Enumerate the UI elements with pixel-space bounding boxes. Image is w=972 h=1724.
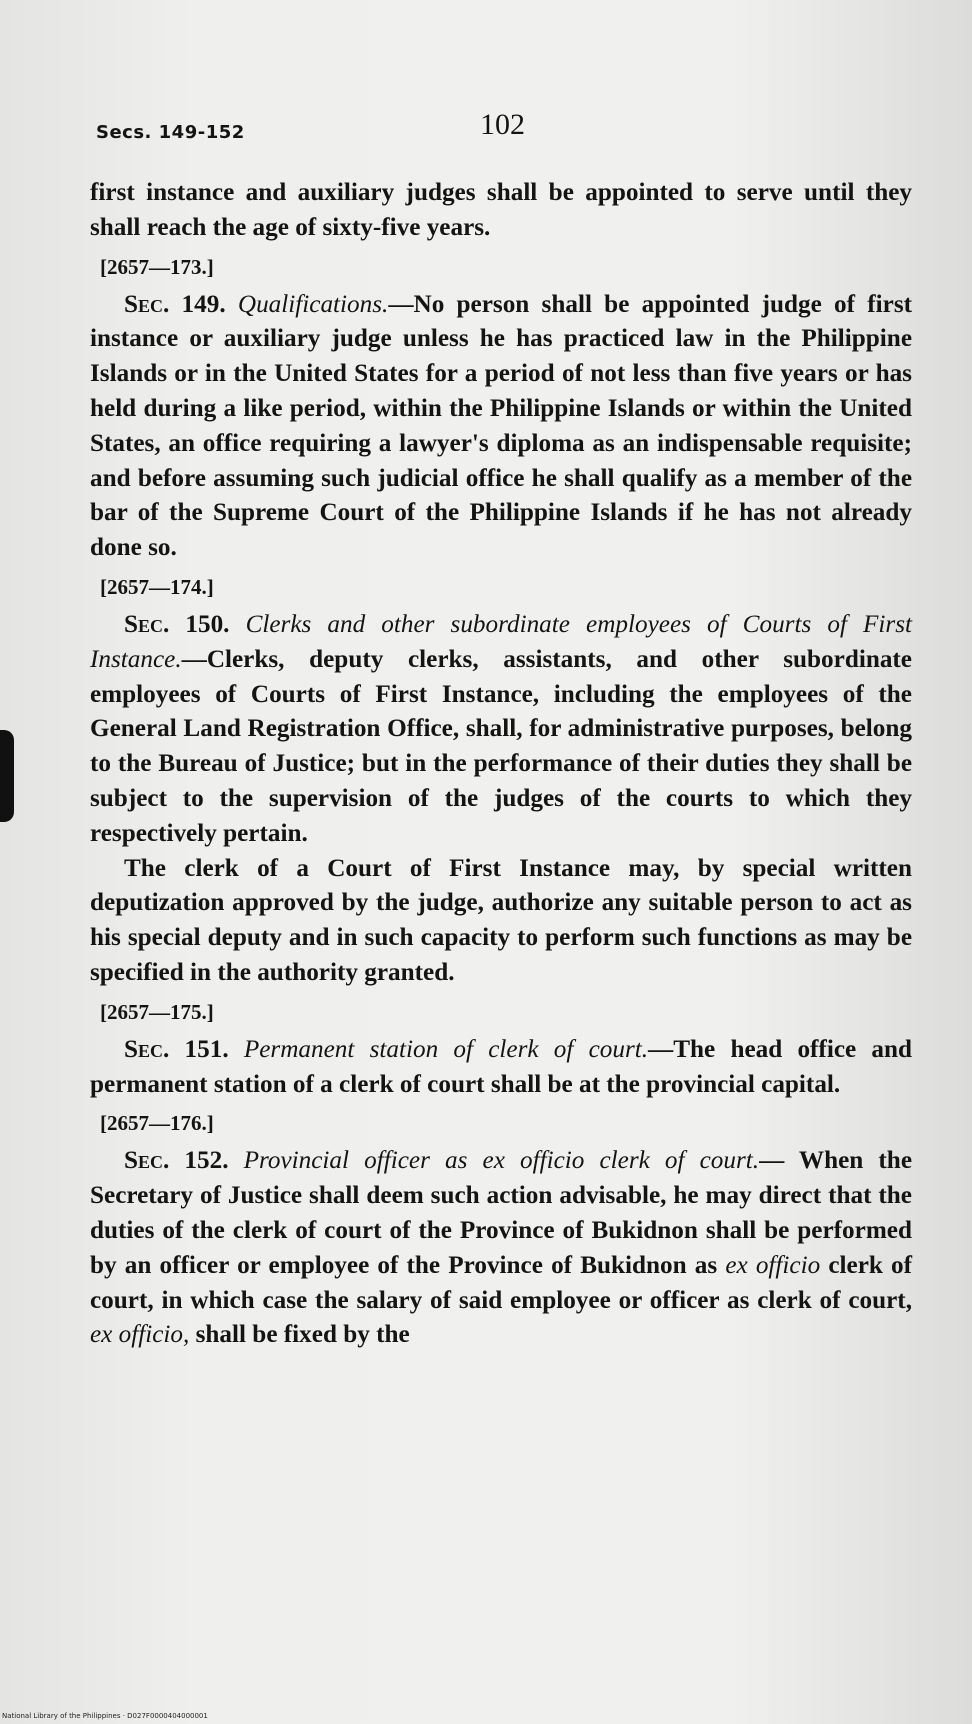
citation-note: [2657—173.] [100, 254, 214, 279]
section-label: Sec. 150. [124, 610, 230, 638]
citation-note: [2657—174.] [100, 574, 214, 599]
section-title: Clerks and other subordinate employees of Courts of First Instance. [90, 610, 913, 673]
section-text: clerk of court, in which case the salary of said employee or officer as clerk of court, [90, 1251, 913, 1314]
section-title: Provincial officer as ex officio clerk of court. [243, 1147, 760, 1175]
section-text: —No person shall be appointed judge of first instance or auxiliary judge unless he has practiced law in the Philippine Islands or in the United States for a period of not less than five years or has held during a like period, within the Philippine Islands or within the United States, an office requiring a lawyer's diploma as an indispensable requisite; and before assuming such judicial office he shall qualify as a member of the bar of the Supreme Court of the Philippine Islands if he has not already done so. [90, 290, 913, 562]
section-text: —The head office and permanent station of a clerk of court shall be at the provincial capital. [90, 1035, 913, 1098]
section-title: Permanent station of clerk of court. [243, 1035, 649, 1063]
page-header [96, 108, 916, 148]
latin-phrase: ex officio [725, 1251, 821, 1279]
section-149 [90, 288, 912, 566]
section-150 [90, 608, 912, 852]
citation-note: [2657—176.] [100, 1111, 214, 1136]
section-text: — When the Secretary of Justice shall deem such action advisable, he may direct that the duties of the clerk of court of the Province of Bukidnon shall be performed by an officer or employee of the Province of Bukidnon as [90, 1147, 912, 1279]
running-head: Secs. 149-152 [96, 122, 245, 143]
section-label: Sec. 151. [124, 1035, 229, 1063]
section-150-paragraph-2: The clerk of a Court of First Instance may, by special written deputization approved by the judge, authorize any suitable person to act as his special deputy and in such capacity to perform such functions as may be specified in the authority granted. [90, 854, 912, 986]
section-label: Sec. 149. [124, 290, 226, 318]
body-text [90, 176, 912, 1353]
continued-paragraph: first instance and auxiliary judges shall be appointed to serve until they shall reach the age of sixty-five years. [90, 179, 912, 241]
section-text: —Clerks, deputy clerks, assistants, and other subordinate employees of Courts of First Instance, including the employees of the General Land Registration Office, shall, for administrative purposes, belong to the Bureau of Justice; but in the performance of their duties they shall be subject to the supervision of the judges of the courts to which they respectively pertain. [90, 645, 912, 847]
section-151 [90, 1033, 912, 1103]
section-title: Qualifications. [237, 290, 389, 318]
binding-shadow [0, 730, 14, 822]
section-152 [90, 1144, 912, 1353]
citation-note: [2657—175.] [100, 999, 214, 1024]
latin-phrase: ex officio, [90, 1321, 190, 1349]
scan-credit: National Library of the Philippines · D027F0000404000001 [2, 1712, 208, 1720]
section-text: shall be fixed by the [189, 1321, 410, 1349]
section-label: Sec. 152. [124, 1147, 229, 1175]
page-number: 102 [480, 108, 525, 141]
